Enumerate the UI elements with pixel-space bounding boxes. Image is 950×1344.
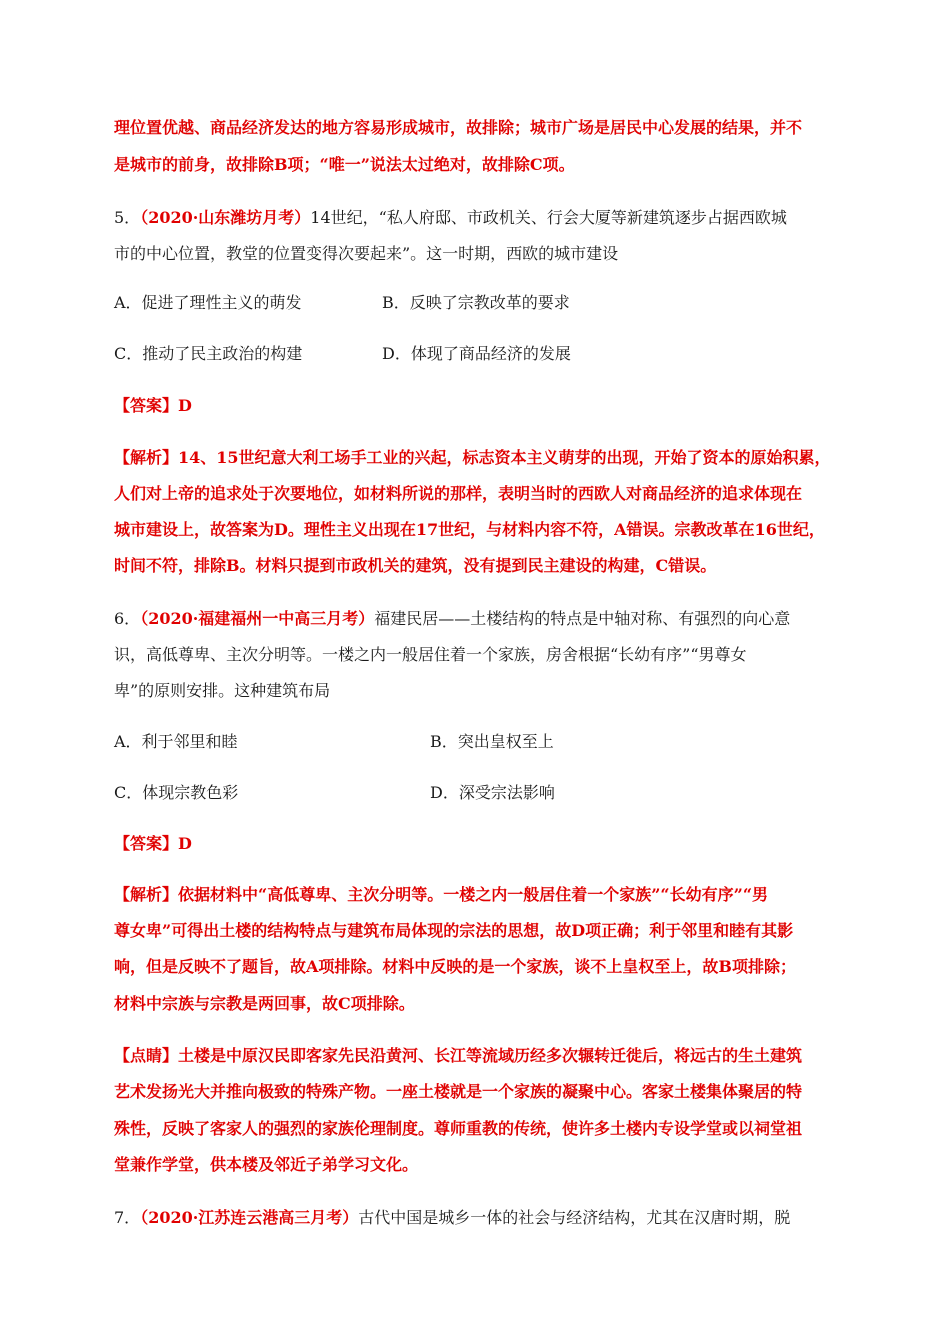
q6-comment-line-4: 堂兼作学堂，供本楼及邻近子弟学习文化。 <box>114 1155 419 1174</box>
q7-source: （2020·江苏连云港高三月考） <box>140 1208 359 1227</box>
q5-stem-line-2: 市的中心位置，教堂的位置变得次要起来”。这一时期，西欧的城市建设 <box>114 244 619 263</box>
q6-option-d: D．深受宗法影响 <box>430 783 555 802</box>
q7-number: 7． <box>114 1208 141 1227</box>
q6-answer-label: 【答案】 <box>114 834 179 853</box>
q6-stem-line-3: 卑”的原则安排。这种建筑布局 <box>114 681 331 700</box>
q5-stem-text: 14世纪，“私人府邸、市政机关、行会大厦等新建筑逐步占据西欧城 <box>310 208 787 227</box>
q5-option-b: B．反映了宗教改革的要求 <box>382 293 570 312</box>
q7-stem-line-1 <box>114 1208 790 1228</box>
q5-analysis-line-4: 时间不符，排除B。材料只提到市政机关的建筑，没有提到民主建设的构建，C错误。 <box>114 556 717 575</box>
q6-comment-line-1: 【点睛】土楼是中原汉民即客家先民沿黄河、长江等流域历经多次辗转迁徙后，将远古的生土建筑 <box>114 1046 803 1065</box>
q5-stem-line-1 <box>114 208 787 228</box>
q5-number: 5． <box>114 208 141 227</box>
q5-analysis-line-3: 城市建设上，故答案为D。理性主义出现在17世纪，与材料内容不符，A错误。宗教改革在16世纪， <box>114 520 825 539</box>
q5-analysis-line-2: 人们对上帝的追求处于次要地位，如材料所说的那样，表明当时的西欧人对商品经济的追求体现在 <box>114 484 803 503</box>
q5-analysis-line-1: 【解析】14、15世纪意大利工场手工业的兴起，标志资本主义萌芽的出现，开始了资本的原始积累， <box>114 448 831 467</box>
q7-stem-text: 古代中国是城乡一体的社会与经济结构，尤其在汉唐时期，脱 <box>358 1208 791 1227</box>
q6-option-b: B．突出皇权至上 <box>430 732 554 751</box>
q6-comment-line-2: 艺术发扬光大并推向极致的特殊产物。一座土楼就是一个家族的凝聚中心。客家土楼集体聚居的特 <box>114 1082 803 1101</box>
q6-analysis-line-1: 【解析】依据材料中“高低尊卑、主次分明等。一楼之内一般居住着一个家族”“长幼有序”“男 <box>114 885 769 904</box>
q6-source: （2020·福建福州一中高三月考） <box>140 609 375 628</box>
q6-analysis-line-3: 响，但是反映不了题旨，故A项排除。材料中反映的是一个家族，谈不上皇权至上，故B项排除； <box>114 957 796 976</box>
q5-source: （2020·山东潍坊月考） <box>140 208 311 227</box>
q5-answer-label: 【答案】 <box>114 396 179 415</box>
q6-answer-value: D <box>178 834 192 853</box>
intro-line-1: 理位置优越、商品经济发达的地方容易形成城市，故排除；城市广场是居民中心发展的结果，并不 <box>114 118 803 137</box>
q6-number: 6． <box>114 609 141 628</box>
intro-line-2: 是城市的前身，故排除B项；“唯一”说法太过绝对，故排除C项。 <box>114 155 575 174</box>
q5-option-a: A．促进了理性主义的萌发 <box>114 293 302 312</box>
q6-stem-line-1 <box>114 609 790 629</box>
q6-stem-text: 福建民居——土楼结构的特点是中轴对称、有强烈的向心意 <box>374 609 791 628</box>
q6-analysis-line-4: 材料中宗族与宗教是两回事，故C项排除。 <box>114 994 415 1013</box>
q6-option-a: A．利于邻里和睦 <box>114 732 238 751</box>
q6-option-c: C．体现宗教色彩 <box>114 783 239 802</box>
q5-answer-value: D <box>178 396 192 415</box>
q5-answer <box>114 396 192 416</box>
q6-analysis-line-2: 尊女卑”可得出土楼的结构特点与建筑布局体现的宗法的思想，故D项正确；利于邻里和睦有其影 <box>114 921 794 940</box>
q6-comment-line-3: 殊性，反映了客家人的强烈的家族伦理制度。尊师重教的传统，使许多土楼内专设学堂或以祠堂祖 <box>114 1119 803 1138</box>
q6-stem-line-2: 识，高低尊卑、主次分明等。一楼之内一般居住着一个家族，房舍根据“长幼有序”“男尊女 <box>114 645 747 664</box>
q5-option-c: C．推动了民主政治的构建 <box>114 344 303 363</box>
q6-answer <box>114 834 192 854</box>
q5-option-d: D．体现了商品经济的发展 <box>382 344 571 363</box>
